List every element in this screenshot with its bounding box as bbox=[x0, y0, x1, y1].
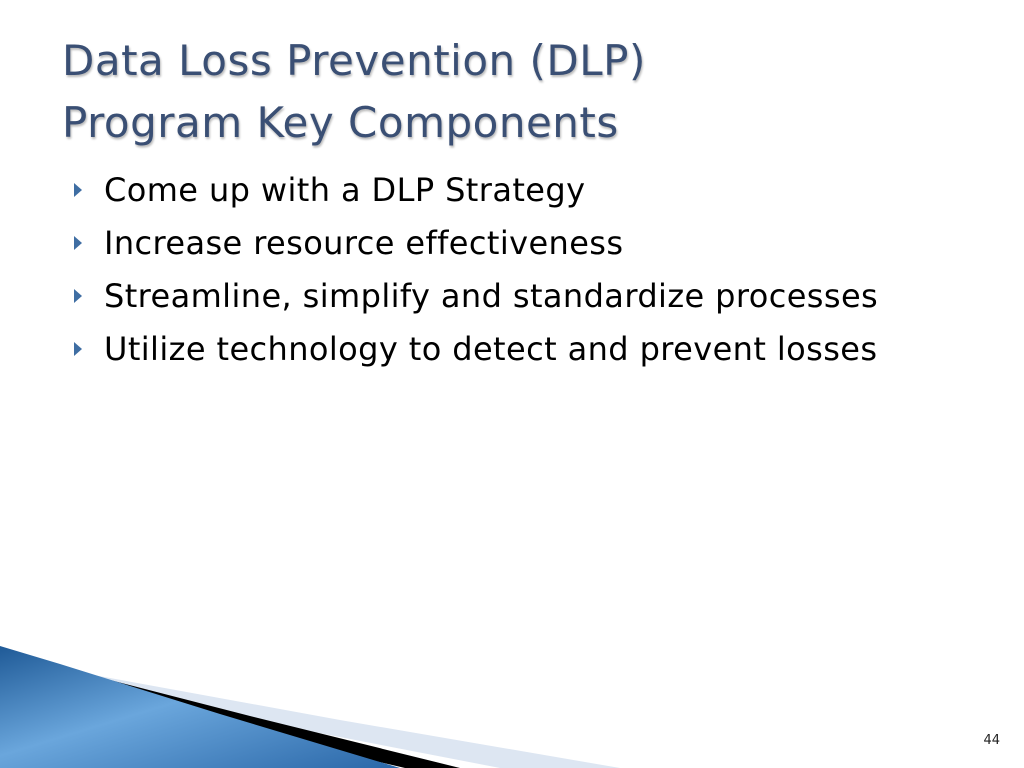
bullet-list bbox=[74, 167, 894, 379]
arrow-bullet-icon bbox=[74, 342, 82, 356]
bullet-text: Streamline, simplify and standardize processes bbox=[104, 277, 879, 315]
decorative-swoosh bbox=[0, 600, 1024, 768]
page-number: 44 bbox=[983, 733, 1000, 748]
bullet-text: Utilize technology to detect and prevent losses bbox=[104, 330, 878, 368]
slide-title bbox=[62, 30, 962, 154]
arrow-bullet-icon bbox=[74, 236, 82, 250]
bullet-item bbox=[74, 220, 894, 266]
bullet-item bbox=[74, 167, 894, 213]
arrow-bullet-icon bbox=[74, 289, 82, 303]
slide-title-line-1: Data Loss Prevention (DLP) bbox=[62, 36, 646, 85]
arrow-bullet-icon bbox=[74, 183, 82, 197]
bullet-text: Increase resource effectiveness bbox=[104, 224, 624, 262]
slide-title-line-2: Program Key Components bbox=[62, 98, 619, 147]
bullet-item bbox=[74, 273, 894, 319]
bullet-item bbox=[74, 326, 894, 372]
bullet-text: Come up with a DLP Strategy bbox=[104, 171, 586, 209]
